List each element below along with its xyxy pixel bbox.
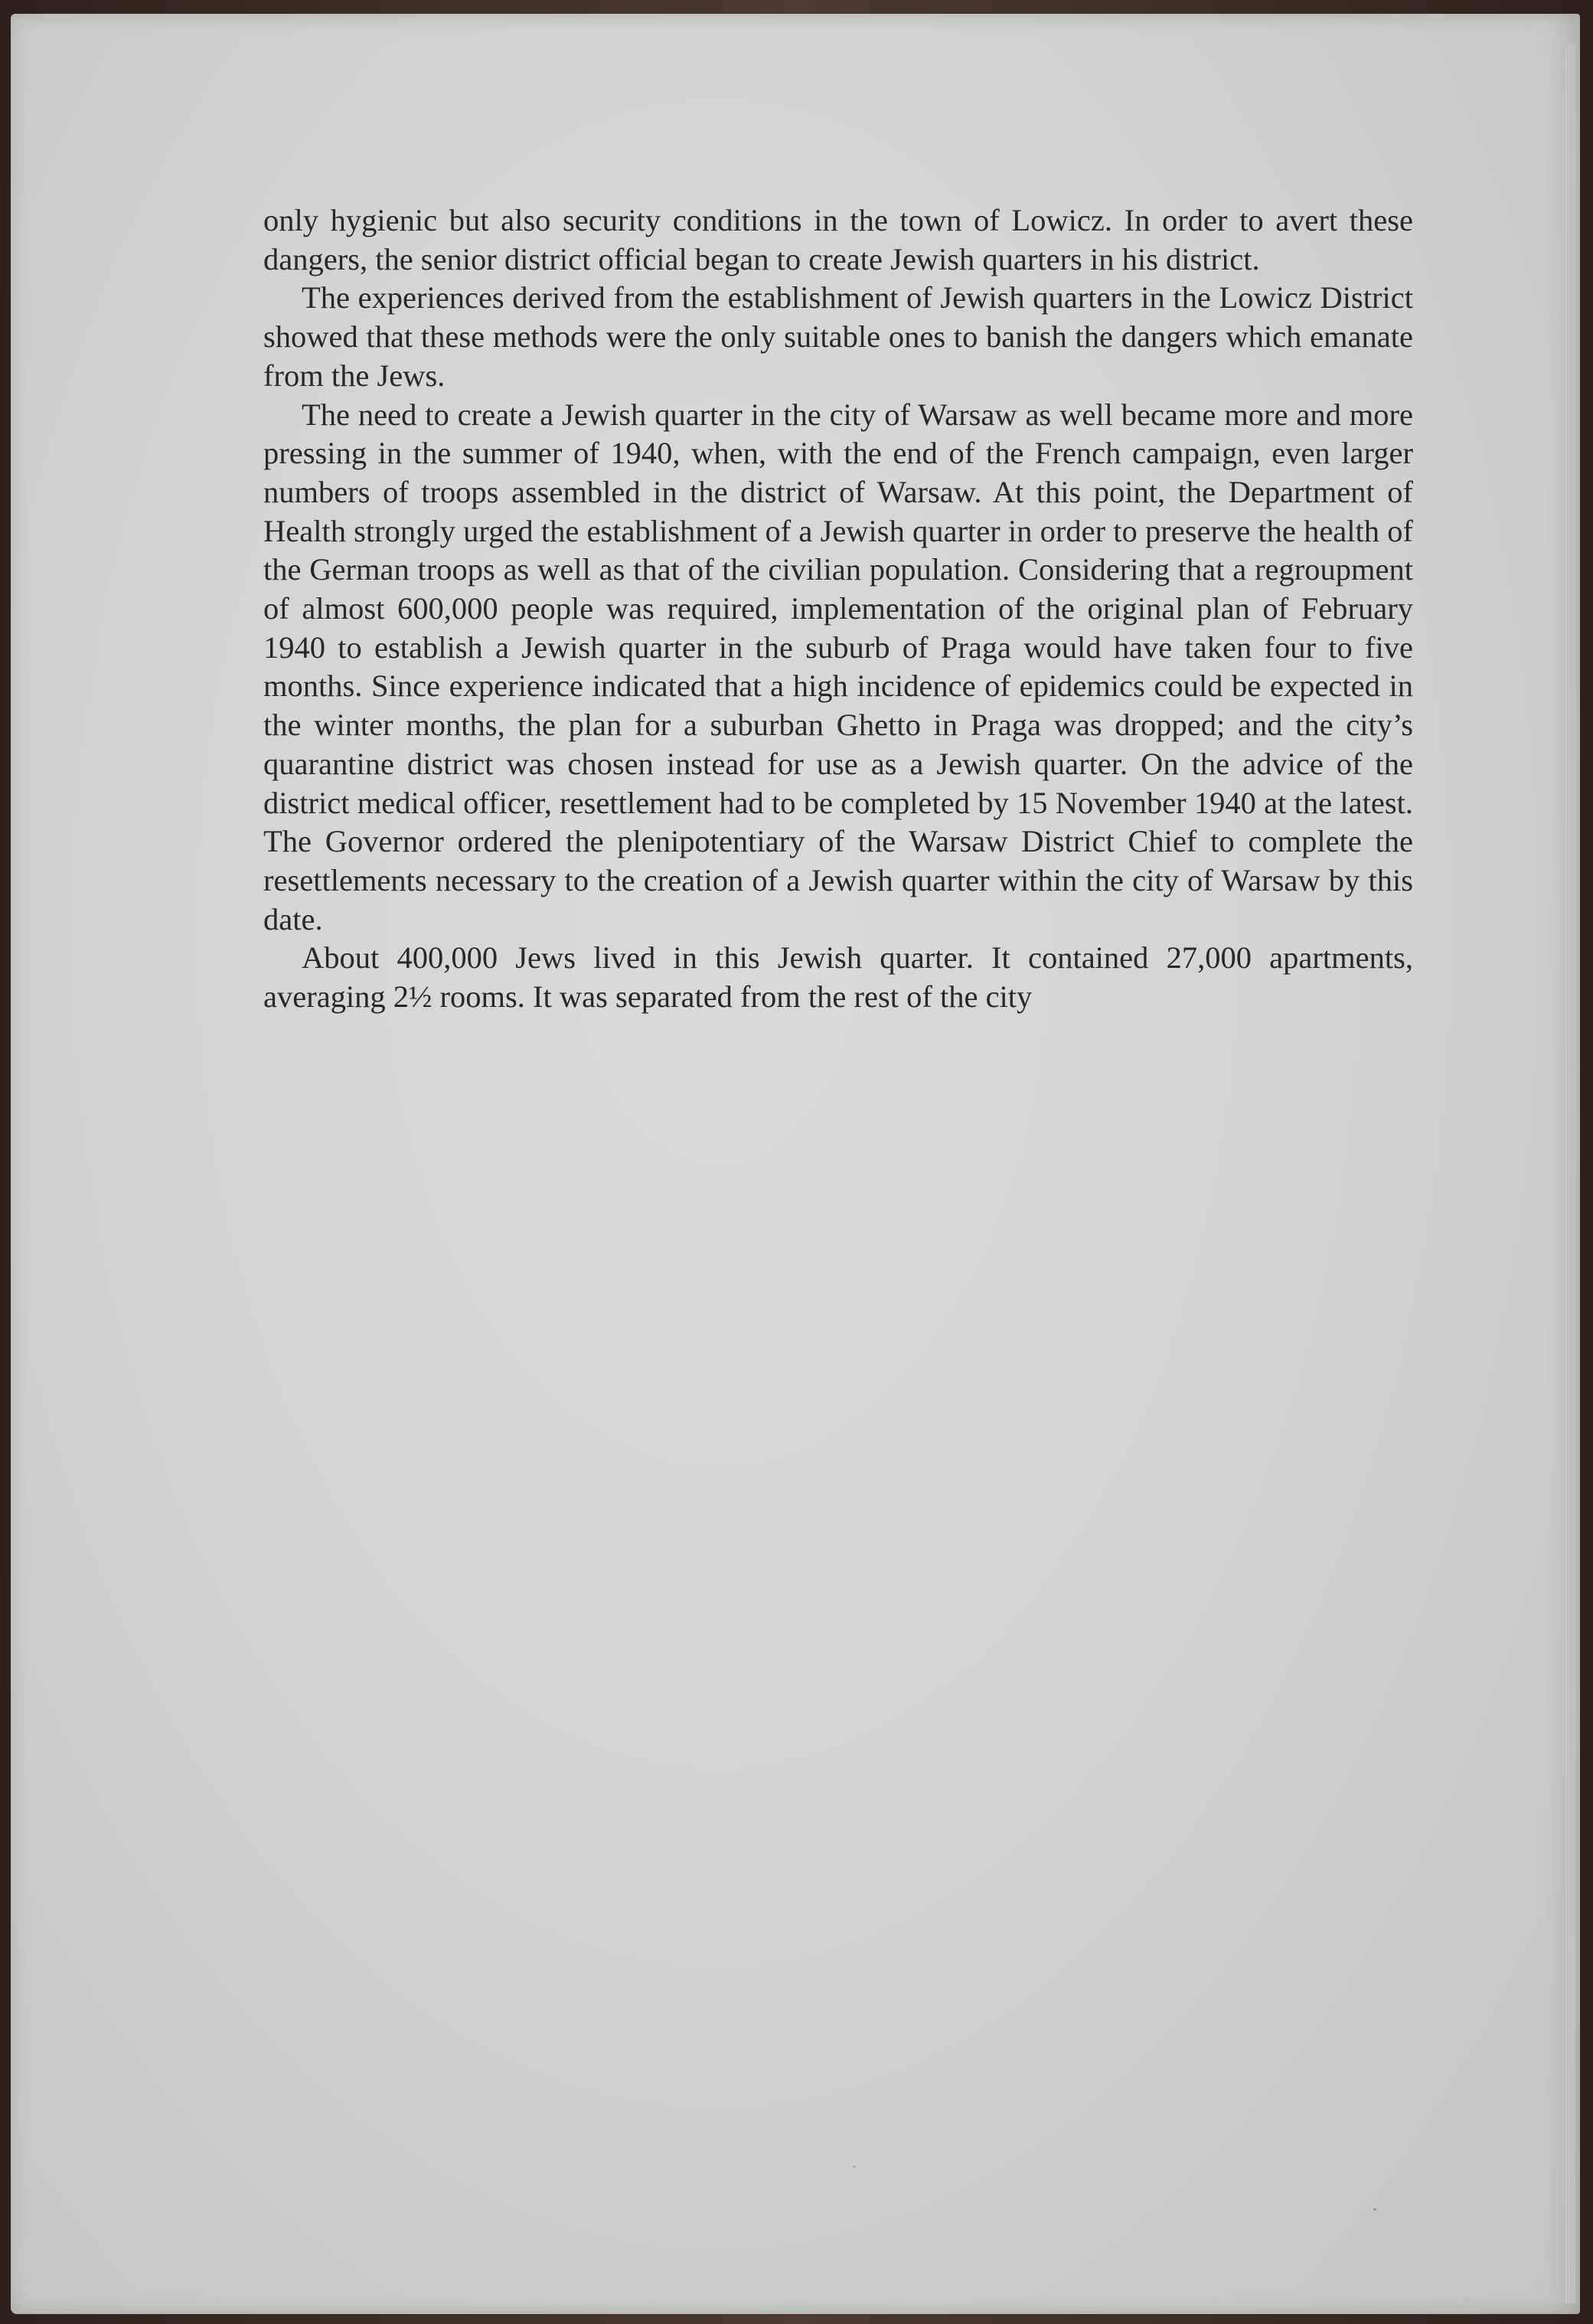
paragraph-1: only hygienic but also security conditions in the town of Lowicz. In order to avert these dangers, the senior district official began to create Jewish quarters in his district. (263, 203, 1413, 276)
paragraph-4: About 400,000 Jews lived in this Jewish quarter. It contained 27,000 apartments, averaging 2½ rooms. It was separated from the rest of the city (263, 940, 1413, 1015)
book-page (11, 14, 1580, 2314)
page-edge (1565, 44, 1575, 2303)
body-text (263, 201, 1413, 1017)
dust-speck (853, 2165, 856, 2168)
dust-speck (1373, 2208, 1376, 2211)
paragraph-2: The experiences derived from the establishment of Jewish quarters in the Lowicz District showed that these methods were the only suitable ones to banish the dangers which emanate from the Jews. (263, 280, 1413, 393)
paragraph-3: The need to create a Jewish quarter in the city of Warsaw as well became more and more pressing in the summer of 1940, when, with the end of the French campaign, even larger numbers of troops assembled in the district of Warsaw. At this point, the Department of Health strongly urged the establishment of a Jewish quarter in order to preserve the health of the German troops as well as that of the civilian population. Considering that a regroupment of almost 600,000 people was required, implementation of the original plan of February 1940 to establish a Jewish quarter in the suburb of Praga would have taken four to five months. Since experience indicated that a high incidence of epidemics could be expected in the winter months, the plan for a suburban Ghetto in Praga was dropped; and the city’s quarantine district was chosen instead for use as a Jewish quarter. On the advice of the district medical officer, resettlement had to be completed by 15 November 1940 at the latest. The Governor ordered the plenipotentiary of the Warsaw District Chief to complete the resettlements necessary to the creation of a Jewish quarter within the city of Warsaw by this date. (263, 397, 1413, 936)
